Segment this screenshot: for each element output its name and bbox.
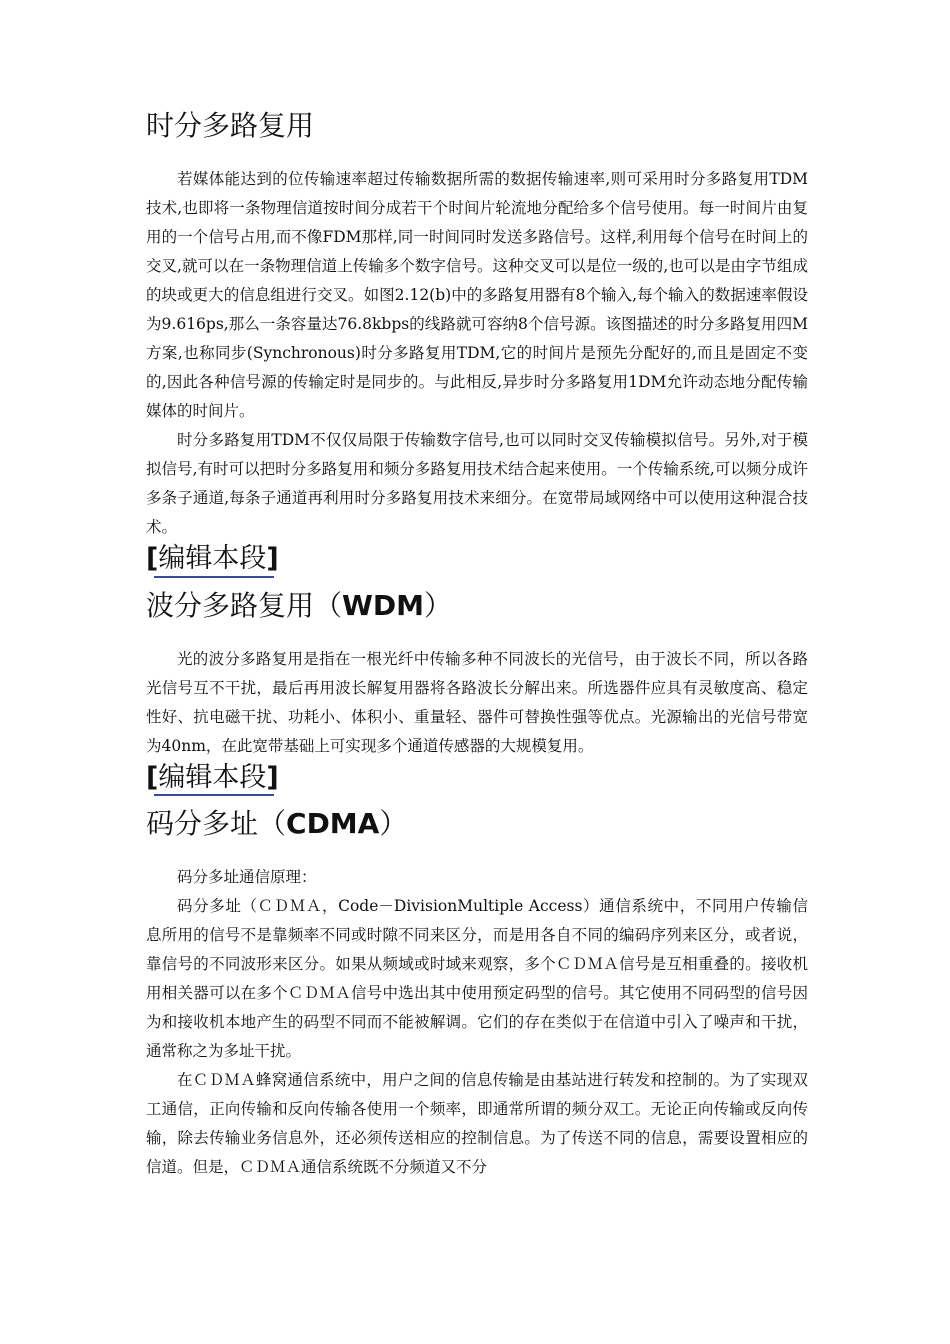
section-title-cdma — [146, 806, 808, 841]
section-body-wdm — [146, 645, 808, 761]
section-title-wdm — [146, 588, 808, 623]
bracket-open: [ — [146, 543, 159, 574]
paragraph: 时分多路复用TDM不仅仅局限于传输数字信号,也可以同时交叉传输模拟信号。另外,对于模拟信号,有时可以把时分多路复用和频分多路复用技术结合起来使用。一个传输系统,可以频分成许多条子通道,每条子通道再利用时分多路复用技术来细分。在宽带局域网络中可以使用这种混合技术。 — [146, 431, 808, 536]
edit-section-link[interactable] — [146, 763, 808, 797]
edit-link-underline — [154, 794, 274, 796]
edit-link-underline — [154, 576, 274, 578]
document-page — [146, 108, 808, 1182]
section-title-text: 码分多址（ — [146, 807, 287, 841]
paragraph: 在ＣＤＭＡ蜂窝通信系统中，用户之间的信息传输是由基站进行转发和控制的。为了实现双工通信，正向传输和反向传输各使用一个频率，即通常所谓的频分双工。无论正向传输或反向传输，除去传输业务信息外，还必须传送相应的控制信息。为了传送不同的信息，需要设置相应的信道。但是，ＣＤＭＡ通信系统既不分频道又不分 — [146, 1071, 808, 1177]
section-title-tdm — [146, 108, 808, 143]
section-body-cdma — [146, 863, 808, 1182]
section-title-close: ） — [424, 588, 453, 622]
section-title-text: 时分多路复用 — [146, 109, 315, 142]
paragraph: 光的波分多路复用是指在一根光纤中传输多种不同波长的光信号，由于波长不同，所以各路光信号互不干扰，最后再用波长解复用器将各路波长分解出来。所选器件应具有灵敏度高、稳定性好、抗电磁干扰、功耗小、体积小、重量轻、器件可替换性强等优点。光源输出的光信号带宽为40nm，在此宽带基础上可实现多个通道传感器的大规模复用。 — [146, 649, 808, 755]
section-title-latin: CDMA — [286, 807, 380, 841]
section-body-tdm — [146, 165, 808, 542]
section-title-latin: WDM — [342, 588, 425, 622]
edit-link-label: 编辑本段 — [158, 761, 267, 793]
paragraph: 码分多址（ＣＤＭＡ，Code－DivisionMultiple Access）通信系统中，不同用户传输信息所用的信号不是靠频率不同或时隙不同来区分，而是用各自不同的编码序列来区分，或者说，靠信号的不同波形来区分。如果从频域或时域来观察，多个ＣＤＭＡ信号是互相重叠的。接收机用相关器可以在多个ＣＤＭＡ信号中选出其中使用预定码型的信号。其它使用不同码型的信号因为和接收机本地产生的码型不同而不能被解调。它们的存在类似于在信道中引入了噪声和干扰，通常称之为多址干扰。 — [146, 897, 808, 1061]
paragraph: 码分多址通信原理： — [177, 868, 317, 887]
bracket-close: ] — [266, 543, 279, 574]
bracket-close: ] — [266, 761, 279, 793]
edit-link-label: 编辑本段 — [158, 543, 267, 574]
edit-section-link[interactable] — [146, 544, 808, 578]
section-title-close: ） — [379, 807, 408, 841]
bracket-open: [ — [146, 761, 159, 793]
paragraph: 若媒体能达到的位传输速率超过传输数据所需的数据传输速率,则可采用时分多路复用TDM技术,也即将一条物理信道按时间分成若干个时间片轮流地分配给多个信号使用。每一时间片由复用的一个信号占用,而不像FDM那样,同一时间同时发送多路信号。这样,利用每个信号在时间上的交叉,就可以在一条物理信道上传输多个数字信号。这种交叉可以是位一级的,也可以是由字节组成的块或更大的信息组进行交叉。如图2.12(b)中的多路复用器有8个输入,每个输入的数据速率假设为9.616ps,那么一条容量达76.8kbps的线路就可容纳8个信号源。该图描述的时分多路复用四M方案,也称同步(Synchronous)时分多路复用TDM,它的时间片是预先分配好的,而且是固定不变的,因此各种信号源的传输定时是同步的。与此相反,异步时分多路复用1DM允许动态地分配传输媒体的时间片。 — [146, 170, 808, 420]
section-title-text: 波分多路复用（ — [146, 588, 343, 622]
